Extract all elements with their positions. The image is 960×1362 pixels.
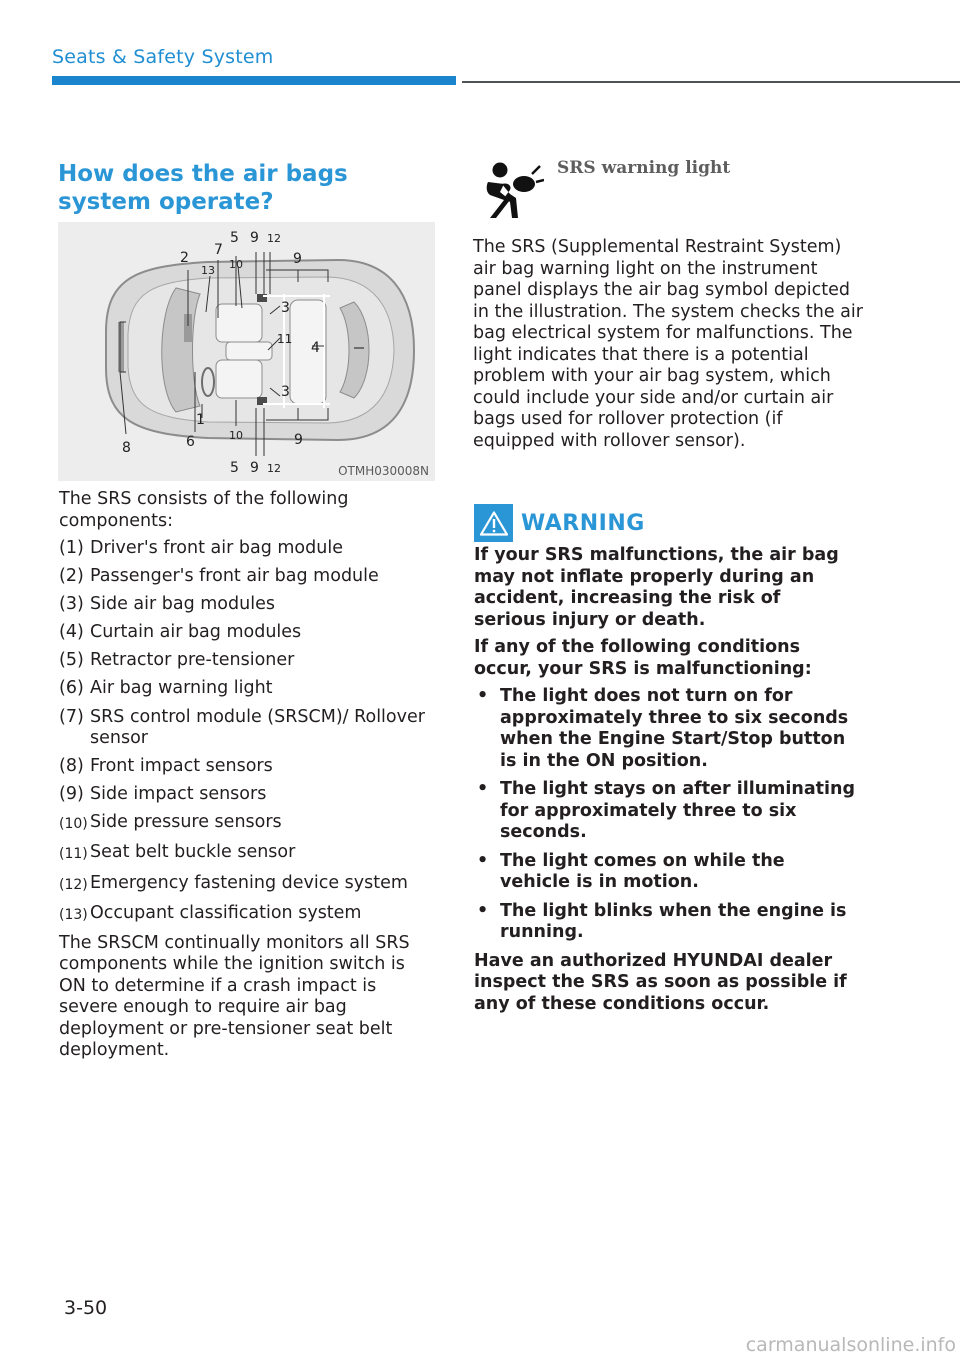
diagram-label-4: 4 (311, 340, 320, 356)
srs-warning-light-body: The SRS (Supplemental Restraint System) air bag warning light on the instrument panel displays the air bag symbol depicted in the illustration. The system checks the air bag electrical system for malfunctions. The light indicates that there is a potential problem with your air bag system, which could include your side and/or curtain air bags used for rollover protection (if equipped with rollover sensor). (473, 237, 863, 451)
bullet-icon: • (477, 900, 489, 921)
list-item-text: Seat belt buckle sensor (90, 842, 296, 863)
components-closing: The SRSCM continually monitors all SRS components while the ignition switch is ON to determine if a crash impact is severe enough to require air bag deployment or pre-tensioner seat belt deployment. (59, 932, 410, 1061)
list-item (474, 901, 858, 944)
warning-title: WARNING (521, 510, 645, 536)
list-item-number: (4) (59, 622, 84, 643)
bullet-icon: • (477, 850, 489, 871)
list-item-number: (8) (59, 756, 84, 777)
diagram-label-9-right-bottom: 9 (294, 432, 303, 448)
car-top-view-illustration (58, 222, 435, 481)
list-item-number: (3) (59, 594, 84, 615)
list-item-text: Front impact sensors (90, 756, 273, 777)
list-item-text: Side impact sensors (90, 784, 267, 805)
diagram-label-9-bottom: 9 (250, 460, 259, 476)
list-item (59, 538, 433, 560)
srs-warning-light-heading: SRS warning light (557, 158, 731, 178)
list-item-text: Driver's front air bag module (90, 538, 343, 558)
diagram-label-11: 11 (277, 332, 293, 346)
list-item-text: The light comes on while the vehicle is in motion. (500, 850, 785, 892)
list-item (59, 622, 433, 644)
diagram-label-5-top: 5 (230, 230, 239, 246)
diagram-label-5-bottom: 5 (230, 460, 239, 476)
warning-paragraph-2: If any of the following conditions occur, your SRS is malfunctioning: (474, 637, 812, 679)
list-item (59, 784, 433, 806)
bullet-icon: • (477, 779, 489, 799)
header-accent-bar (52, 76, 456, 85)
list-item-number: (12) (59, 876, 88, 893)
list-item-text: Side air bag modules (90, 594, 275, 615)
warning-icon-box (474, 504, 513, 542)
airbag-warning-icon (480, 162, 544, 220)
diagram-label-12-bottom: 12 (267, 462, 281, 475)
components-intro: The SRS consists of the following components: (59, 489, 349, 531)
list-item (59, 678, 433, 700)
list-item-text: Occupant classification system (90, 902, 362, 923)
warning-closing: Have an authorized HYUNDAI dealer inspect the SRS as soon as possible if any of these conditions occur. (474, 950, 847, 1014)
list-item (59, 873, 433, 897)
diagram-label-13: 13 (201, 264, 215, 277)
list-item (59, 903, 433, 927)
list-item-text: Air bag warning light (90, 678, 273, 699)
components-column (59, 489, 433, 1068)
warning-body (474, 545, 858, 1021)
list-item-text: The light blinks when the engine is running. (500, 900, 847, 942)
warning-triangle-icon (480, 511, 508, 536)
list-item-text: Retractor pre-tensioner (90, 650, 295, 671)
list-item-number: (7) (59, 706, 84, 727)
list-item (59, 566, 433, 588)
warning-header (474, 504, 645, 542)
diagram-label-2: 2 (180, 250, 189, 266)
list-item-number: (1) (59, 538, 84, 558)
list-item-text: Emergency fastening device system (90, 872, 408, 893)
diagram-label-7: 7 (214, 242, 223, 258)
page-number: 3-50 (64, 1297, 108, 1319)
list-item-number: (9) (59, 784, 84, 805)
center-console (226, 342, 272, 360)
components-list (59, 538, 433, 926)
list-item-number: (11) (59, 846, 88, 863)
diagram-label-6: 6 (186, 434, 195, 450)
list-item-text: The light does not turn on for approximately three to six seconds when the Engine Start/Stop button is in the ON position. (500, 686, 849, 771)
list-item (474, 686, 858, 772)
list-item (59, 842, 433, 866)
airbag-system-diagram (58, 222, 435, 481)
front-seat-top (216, 304, 262, 342)
diagram-label-3-top: 3 (281, 300, 290, 316)
header-section-title: Seats & Safety System (52, 46, 274, 68)
bullet-icon: • (477, 686, 489, 706)
warning-conditions-list (474, 686, 858, 944)
diagram-label-3-bottom: 3 (281, 384, 290, 400)
list-item (474, 779, 858, 844)
rear-seat (290, 300, 326, 404)
list-item-number: (2) (59, 566, 84, 587)
list-item (59, 594, 433, 616)
list-item (59, 650, 433, 672)
front-sensor-mark (118, 322, 124, 372)
diagram-label-9-right-top: 9 (293, 251, 302, 267)
diagram-label-9-top: 9 (250, 230, 259, 246)
list-item-number: (5) (59, 650, 84, 671)
list-item (59, 707, 433, 750)
warning-paragraph-1: If your SRS malfunctions, the air bag may not inflate properly during an accident, increasing the risk of serious injury or death. (474, 545, 839, 630)
diagram-label-10-bottom: 10 (229, 429, 243, 442)
list-item (59, 812, 433, 836)
header-divider-line (462, 81, 960, 83)
list-item-text: Passenger's front air bag module (90, 566, 379, 587)
list-item-text: SRS control module (SRSCM)/ Rollover sensor (90, 706, 425, 749)
front-seat-bottom (216, 360, 262, 398)
list-item-number: (6) (59, 678, 84, 699)
section-title: How does the air bags system operate? (58, 161, 348, 215)
list-item (474, 851, 858, 894)
diagram-label-10-top: 10 (229, 258, 243, 271)
diagram-label-8: 8 (122, 440, 131, 456)
figure-code: OTMH030008N (338, 464, 429, 478)
list-item-text: Side pressure sensors (90, 812, 282, 833)
list-item-text: The light stays on after illuminating for approximately three to six seconds. (500, 779, 856, 842)
list-item-number: (13) (59, 906, 88, 923)
list-item (59, 756, 433, 778)
list-item-number: (10) (59, 816, 88, 833)
list-item-text: Curtain air bag modules (90, 622, 302, 643)
diagram-label-1: 1 (196, 412, 205, 428)
diagram-label-12-top: 12 (267, 232, 281, 245)
watermark-text: carmanualsonline.info (745, 1334, 956, 1356)
